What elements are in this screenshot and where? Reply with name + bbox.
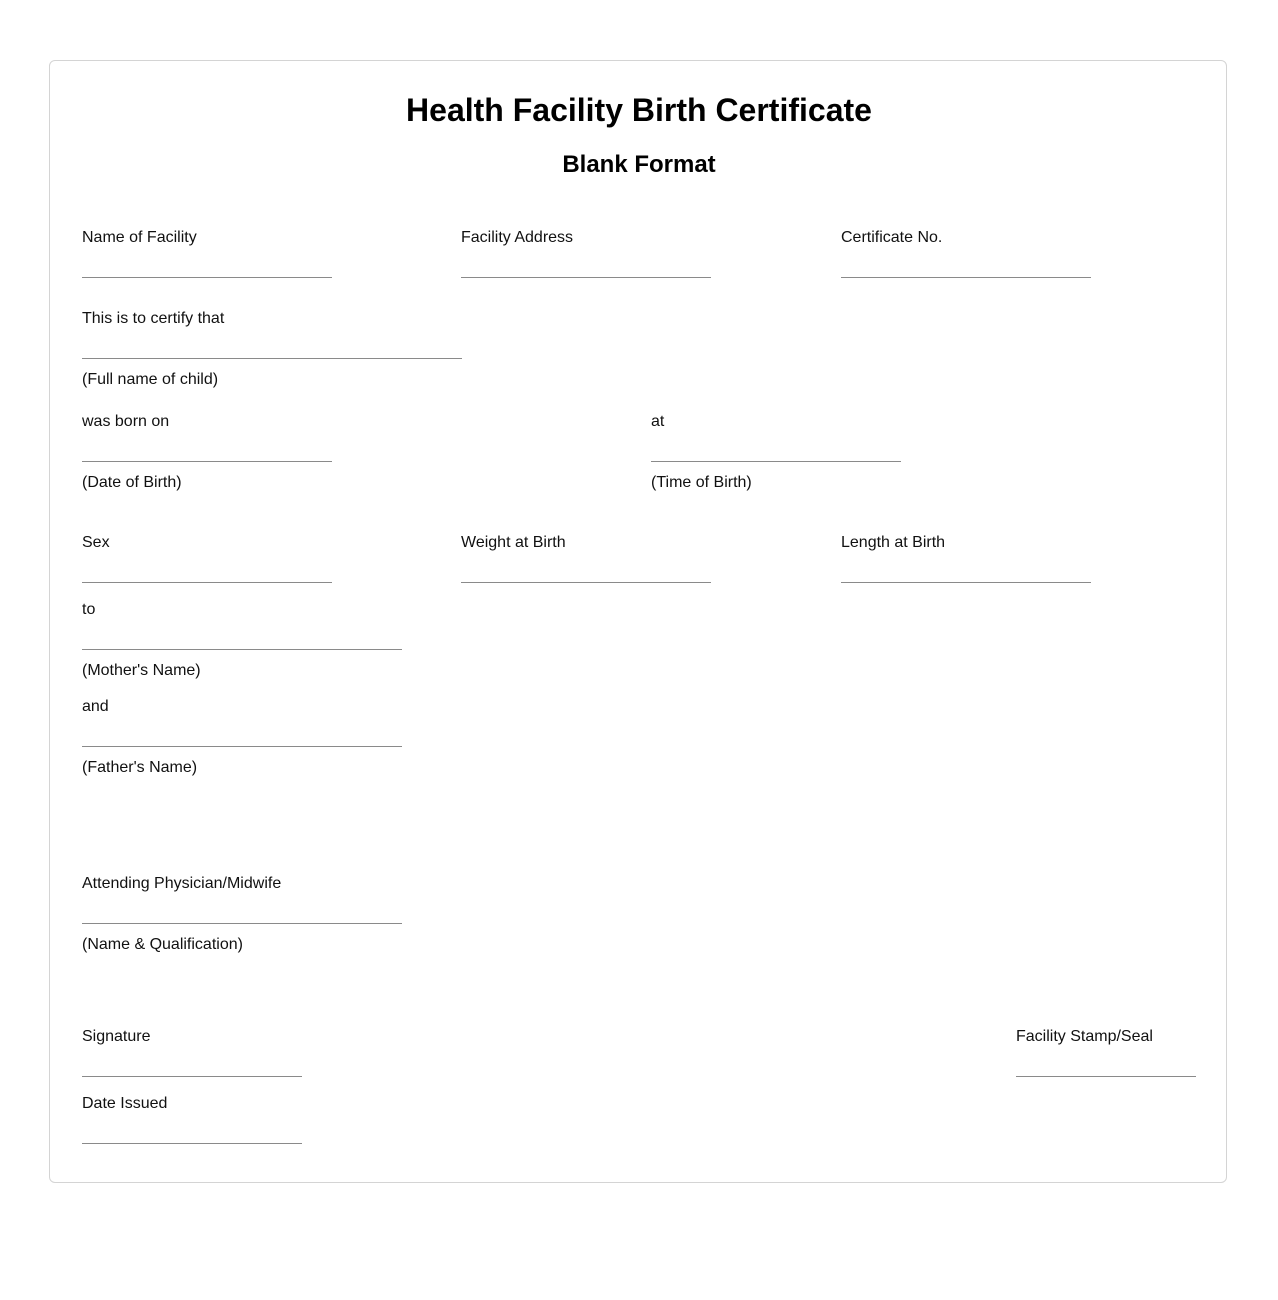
- weight-line[interactable]: [461, 582, 711, 583]
- facility-address-label: Facility Address: [461, 229, 574, 246]
- to-text: to: [82, 601, 96, 618]
- date-issued-label: Date Issued: [82, 1095, 168, 1112]
- date-of-birth-line[interactable]: [82, 461, 332, 462]
- mother-name-caption: (Mother's Name): [82, 662, 201, 679]
- mother-name-line[interactable]: [82, 649, 402, 650]
- at-text: at: [651, 413, 665, 430]
- signature-line[interactable]: [82, 1076, 302, 1077]
- certificate-no-line[interactable]: [841, 277, 1091, 278]
- length-label: Length at Birth: [841, 534, 946, 551]
- date-issued-line[interactable]: [82, 1143, 302, 1144]
- child-name-line[interactable]: [82, 358, 462, 359]
- facility-address-line[interactable]: [461, 277, 711, 278]
- attendant-caption: (Name & Qualification): [82, 936, 243, 953]
- certificate-no-label: Certificate No.: [841, 229, 943, 246]
- sex-line[interactable]: [82, 582, 332, 583]
- father-name-line[interactable]: [82, 746, 402, 747]
- attendant-line[interactable]: [82, 923, 402, 924]
- facility-name-line[interactable]: [82, 277, 332, 278]
- date-of-birth-caption: (Date of Birth): [82, 474, 182, 491]
- and-text: and: [82, 698, 109, 715]
- signature-label: Signature: [82, 1028, 151, 1045]
- time-of-birth-caption: (Time of Birth): [651, 474, 752, 491]
- weight-label: Weight at Birth: [461, 534, 566, 551]
- time-of-birth-line[interactable]: [651, 461, 901, 462]
- page-title: Health Facility Birth Certificate: [406, 92, 872, 128]
- child-name-caption: (Full name of child): [82, 371, 219, 388]
- stamp-label: Facility Stamp/Seal: [1016, 1028, 1153, 1045]
- father-name-caption: (Father's Name): [82, 759, 198, 776]
- page-subtitle: Blank Format: [562, 151, 716, 178]
- certify-intro-text: This is to certify that: [82, 310, 225, 327]
- length-line[interactable]: [841, 582, 1091, 583]
- sex-label: Sex: [82, 534, 110, 551]
- facility-name-label: Name of Facility: [82, 229, 197, 246]
- attendant-label: Attending Physician/Midwife: [82, 875, 282, 892]
- stamp-line[interactable]: [1016, 1076, 1196, 1077]
- born-on-text: was born on: [82, 413, 170, 430]
- certificate-card: [49, 60, 1227, 1183]
